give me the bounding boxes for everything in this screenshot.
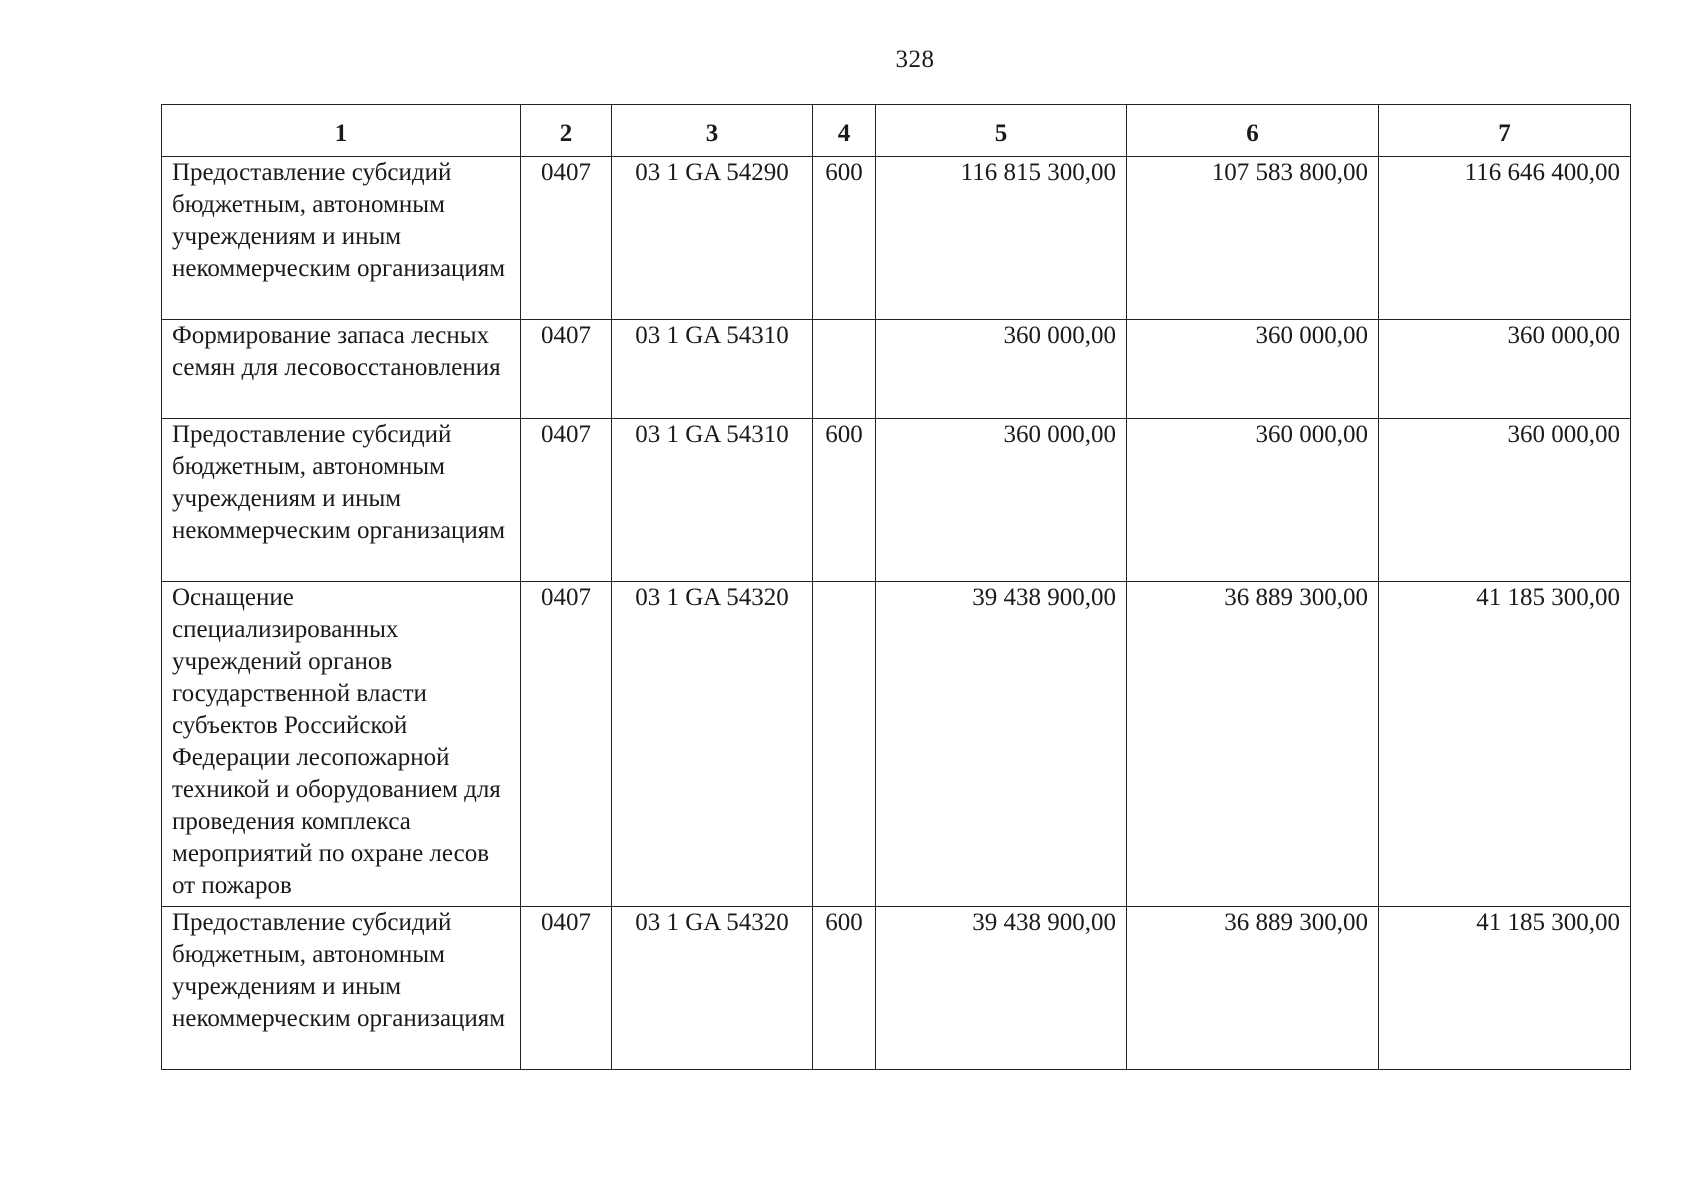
column-header-5: 5: [876, 105, 1127, 157]
table-row: [162, 419, 1631, 582]
row-target-code: 03 1 GA 54290: [612, 157, 813, 320]
row-amount-col7: 360 000,00: [1379, 419, 1631, 582]
row-name: Предоставление субсидий бюджетным, автономным учреждениям и иным некоммерческим организациям: [162, 419, 521, 582]
row-amount-col6: 360 000,00: [1127, 320, 1379, 419]
table-row: [162, 157, 1631, 320]
table-header-row: [162, 105, 1631, 157]
row-amount-col5: 39 438 900,00: [876, 907, 1127, 1070]
row-target-code: 03 1 GA 54320: [612, 907, 813, 1070]
column-header-6: 6: [1127, 105, 1379, 157]
row-name: Формирование запаса лесных семян для лесовосстановления: [162, 320, 521, 419]
row-target-code: 03 1 GA 54320: [612, 582, 813, 907]
row-amount-col6: 107 583 800,00: [1127, 157, 1379, 320]
row-amount-col7: 360 000,00: [1379, 320, 1631, 419]
column-header-4: 4: [813, 105, 876, 157]
column-header-3: 3: [612, 105, 813, 157]
row-section-code: 0407: [521, 582, 612, 907]
row-amount-col6: 36 889 300,00: [1127, 582, 1379, 907]
row-amount-col7: 116 646 400,00: [1379, 157, 1631, 320]
row-expense-type: [813, 320, 876, 419]
row-expense-type: 600: [813, 157, 876, 320]
row-name: Оснащение специализированных учреждений органов государственной власти субъектов Российской Федерации лесопожарной техникой и оборудованием для проведения комплекса мероприятий по охране лесов от пожаров: [162, 582, 521, 907]
row-amount-col6: 360 000,00: [1127, 419, 1379, 582]
row-amount-col7: 41 185 300,00: [1379, 582, 1631, 907]
page-number: 328: [895, 46, 935, 73]
row-amount-col7: 41 185 300,00: [1379, 907, 1631, 1070]
row-amount-col5: 116 815 300,00: [876, 157, 1127, 320]
row-section-code: 0407: [521, 419, 612, 582]
column-header-7: 7: [1379, 105, 1631, 157]
row-amount-col5: 360 000,00: [876, 419, 1127, 582]
row-expense-type: [813, 582, 876, 907]
row-expense-type: 600: [813, 907, 876, 1070]
row-amount-col5: 39 438 900,00: [876, 582, 1127, 907]
row-target-code: 03 1 GA 54310: [612, 320, 813, 419]
budget-table: [161, 104, 1631, 1070]
row-section-code: 0407: [521, 320, 612, 419]
row-amount-col6: 36 889 300,00: [1127, 907, 1379, 1070]
row-section-code: 0407: [521, 157, 612, 320]
column-header-2: 2: [521, 105, 612, 157]
row-target-code: 03 1 GA 54310: [612, 419, 813, 582]
row-section-code: 0407: [521, 907, 612, 1070]
row-amount-col5: 360 000,00: [876, 320, 1127, 419]
table-row: [162, 320, 1631, 419]
row-name: Предоставление субсидий бюджетным, автономным учреждениям и иным некоммерческим организациям: [162, 157, 521, 320]
row-name: Предоставление субсидий бюджетным, автономным учреждениям и иным некоммерческим организациям: [162, 907, 521, 1070]
row-expense-type: 600: [813, 419, 876, 582]
column-header-1: 1: [162, 105, 521, 157]
table-row: [162, 582, 1631, 907]
table-row: [162, 907, 1631, 1070]
